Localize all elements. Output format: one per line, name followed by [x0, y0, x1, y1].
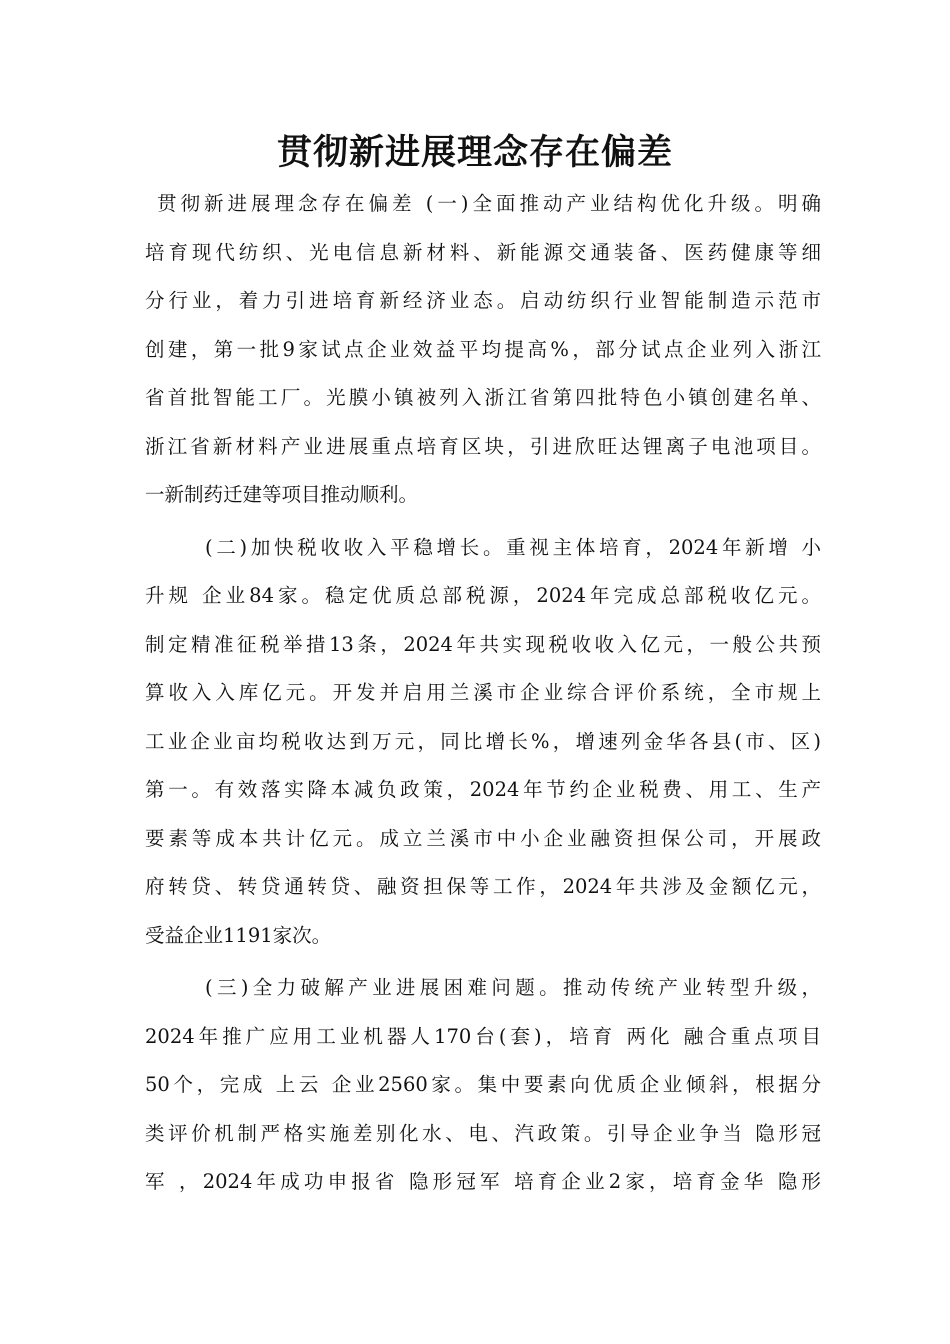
text-line: 工业企业亩均税收达到万元，同比增长%，增速列金华各县(市、区)	[145, 729, 821, 753]
text-line: 府转贷、转贷通转贷、融资担保等工作，2024年共涉及金额亿元，	[145, 875, 821, 898]
text-line: 军 ，2024年成功申报省 隐形冠军 培育企业2家，培育金华 隐形	[145, 1170, 821, 1193]
paragraph-industry-structure	[145, 180, 821, 520]
text-line: 制定精准征税举措13条，2024年共实现税收收入亿元，一般公共预	[145, 632, 821, 656]
text-line: 贯彻新进展理念存在偏差 (一)全面推动产业结构优化升级。明确	[157, 192, 821, 215]
document-body	[145, 180, 821, 1207]
document-title: 贯彻新进展理念存在偏差	[276, 133, 673, 173]
paragraph-industry-difficulties	[145, 964, 821, 1207]
text-line: 分行业，着力引进培育新经济业态。启动纺织行业智能制造示范市	[145, 289, 821, 312]
text-line: 第一。有效落实降本减负政策，2024年节约企业税费、用工、生产	[145, 778, 821, 801]
text-line: 算收入入库亿元。开发并启用兰溪市企业综合评价系统，全市规上	[145, 681, 821, 704]
text-line: 浙江省新材料产业进展重点培育区块，引进欣旺达锂离子电池项目。	[145, 434, 821, 458]
text-line: (三)全力破解产业进展困难问题。推动传统产业转型升级，	[205, 976, 821, 999]
text-line: (二)加快税收收入平稳增长。重视主体培育，2024年新增 小	[205, 535, 821, 559]
text-line: 一新制药迁建等项目推动顺利。	[145, 483, 419, 506]
text-line: 受益企业1191家次。	[145, 923, 332, 947]
text-line: 2024年推广应用工业机器人170台(套)，培育 两化 融合重点项目	[145, 1024, 821, 1048]
text-line: 升规 企业84家。稳定优质总部税源，2024年完成总部税收亿元。	[145, 584, 821, 607]
text-line: 创建，第一批9家试点企业效益平均提高%，部分试点企业列入浙江	[145, 337, 821, 361]
text-line: 省首批智能工厂。光膜小镇被列入浙江省第四批特色小镇创建名单、	[145, 386, 821, 409]
paragraph-tax-revenue	[145, 524, 821, 961]
text-line: 要素等成本共计亿元。成立兰溪市中小企业融资担保公司，开展政	[145, 826, 821, 850]
text-line: 培育现代纺织、光电信息新材料、新能源交通装备、医药健康等细	[145, 240, 821, 264]
text-line: 类评价机制严格实施差别化水、电、汽政策。引导企业争当 隐形冠	[145, 1121, 821, 1145]
text-line: 50个，完成 上云 企业2560家。集中要素向优质企业倾斜，根据分	[145, 1073, 821, 1096]
